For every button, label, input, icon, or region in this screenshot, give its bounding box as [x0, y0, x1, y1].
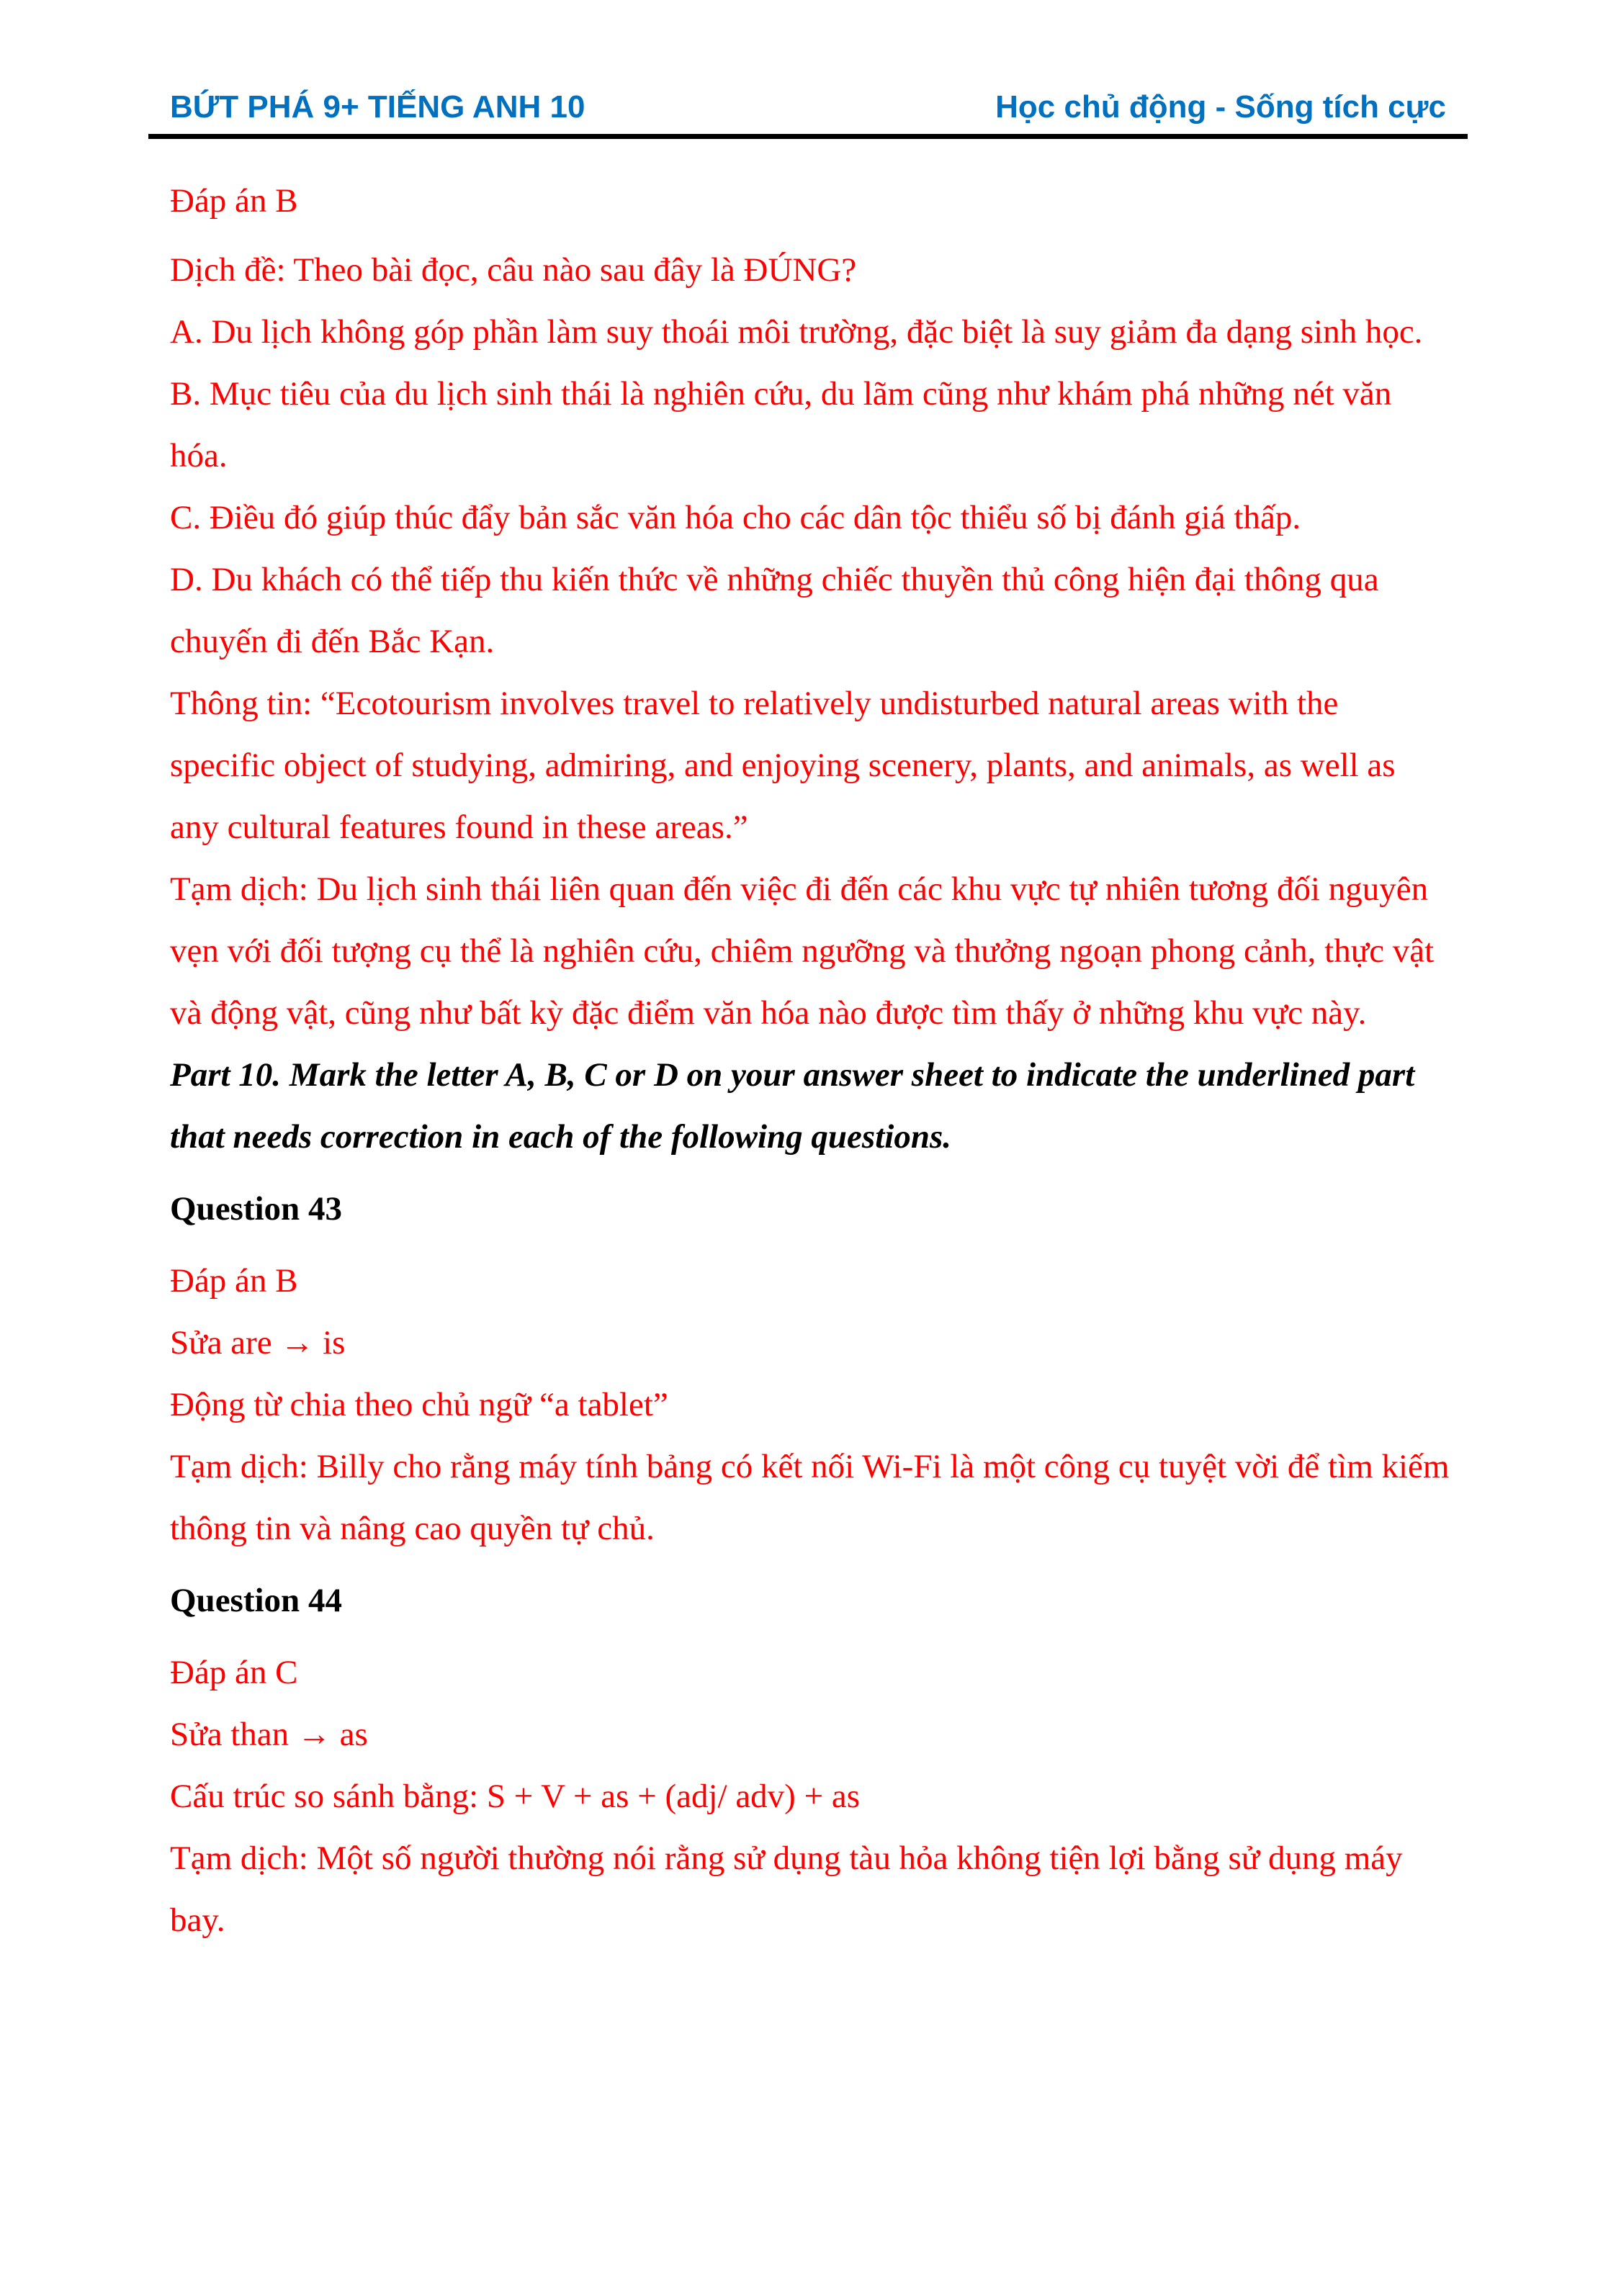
question-translation: Dịch đề: Theo bài đọc, câu nào sau đây là ĐÚNG?: [170, 251, 857, 289]
question-43-translation: Tạm dịch: Billy cho rằng máy tính bảng có kết nối Wi-Fi là một công cụ tuyệt vời để tìm kiếm thông tin và nâng cao quyền tự chủ.: [170, 1448, 1450, 1547]
answer-key: Đáp án B: [170, 182, 298, 220]
passage-translation: Tạm dịch: Du lịch sinh thái liên quan đến việc đi đến các khu vực tự nhiên tương đối nguyên vẹn với đối tượng cụ thể là nghiên cứu, chiêm ngưỡng và thưởng ngoạn phong cảnh, thực vật và động vật, cũng như bất kỳ đặc điểm văn hóa nào được tìm thấy ở những khu vực này.: [170, 870, 1435, 1032]
question-44-answer: Đáp án C: [170, 1654, 298, 1691]
option-d-translation: D. Du khách có thể tiếp thu kiến thức về những chiếc thuyền thủ công hiện đại thông qua chuyến đi đến Bắc Kạn.: [170, 561, 1379, 660]
header-slogan: Học chủ động - Sống tích cực: [995, 89, 1446, 125]
question-44-correction: Sửa than → as: [170, 1716, 368, 1753]
option-a-translation: A. Du lịch không góp phần làm suy thoái môi trường, đặc biệt là suy giảm đa dạng sinh học.: [170, 313, 1423, 351]
question-43-title: Question 43: [170, 1190, 342, 1228]
source-quote: Thông tin: “Ecotourism involves travel to relatively undisturbed natural areas with the specific object of studying, admiring, and enjoying scenery, plants, and animals, as well as any cultural features found in these areas.”: [170, 685, 1396, 846]
page-content: [170, 170, 1452, 1951]
question-44-explanation: Cấu trúc so sánh bằng: S + V + as + (adj/ adv) + as: [170, 1778, 860, 1815]
question-43-answer: Đáp án B: [170, 1262, 298, 1300]
part-10-instruction: Part 10. Mark the letter A, B, C or D on your answer sheet to indicate the underlined part that needs correction in each of the following questions.: [170, 1056, 1415, 1156]
question-43-explanation: Động từ chia theo chủ ngữ “a tablet”: [170, 1386, 668, 1423]
page-header: [148, 78, 1468, 139]
header-title: BỨT PHÁ 9+ TIẾNG ANH 10: [170, 89, 585, 125]
question-43-correction: Sửa are → is: [170, 1324, 346, 1361]
option-c-translation: C. Điều đó giúp thúc đẩy bản sắc văn hóa cho các dân tộc thiểu số bị đánh giá thấp.: [170, 499, 1301, 536]
question-44-title: Question 44: [170, 1582, 342, 1619]
question-44-translation: Tạm dịch: Một số người thường nói rằng sử dụng tàu hỏa không tiện lợi bằng sử dụng máy bay.: [170, 1840, 1403, 1939]
option-b-translation: B. Mục tiêu của du lịch sinh thái là nghiên cứu, du lãm cũng như khám phá những nét văn hóa.: [170, 375, 1392, 474]
